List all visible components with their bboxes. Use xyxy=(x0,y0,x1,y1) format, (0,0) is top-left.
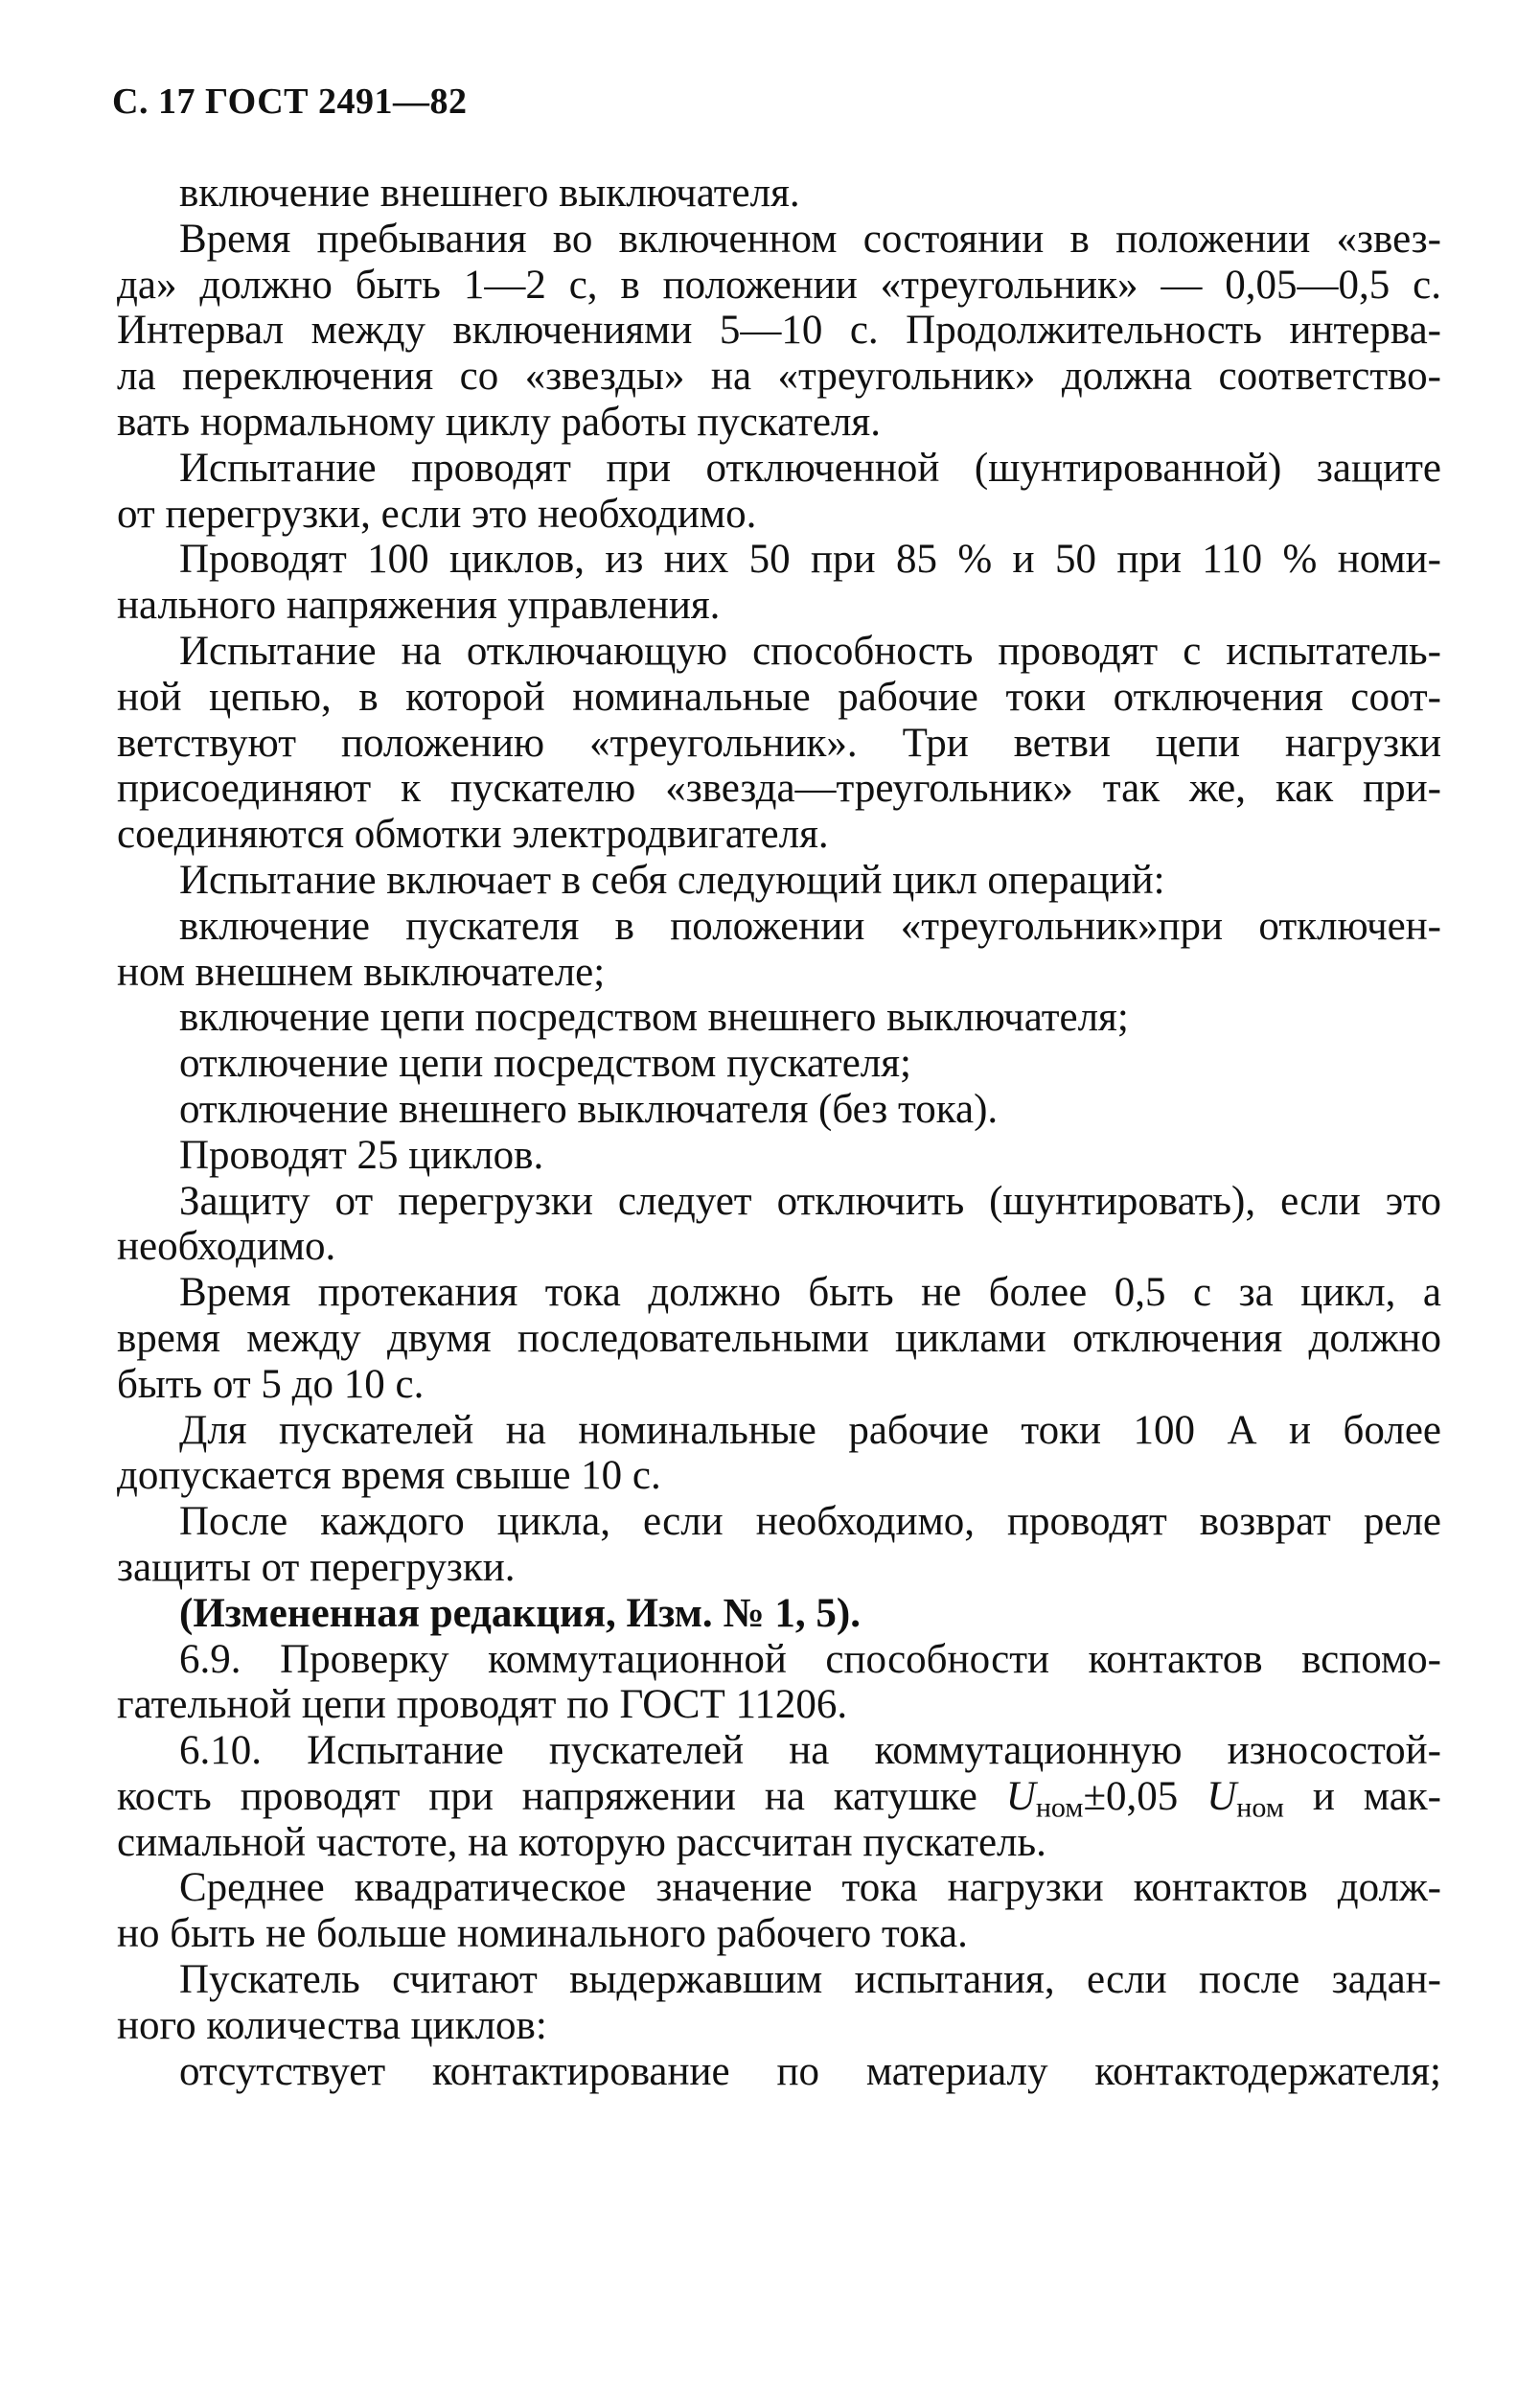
text-segment: ±0,05 xyxy=(1083,1773,1207,1819)
amendment-note: (Измененная редакция, Изм. № 1, 5). xyxy=(179,1590,861,1636)
text-line: Время пребывания во включенном состоянии в положении «звез- xyxy=(179,216,1441,262)
text-line: Время протекания тока должно быть не более 0,5 с за цикл, а xyxy=(179,1270,1441,1316)
text-line: соединяются обмотки электродвигателя. xyxy=(117,812,829,858)
text-line: от перегрузки, если это необходимо. xyxy=(117,491,757,537)
text-line: необходимо. xyxy=(117,1224,336,1270)
text-line: Пускатель считают выдержавшим испытания, если после задан- xyxy=(179,1957,1441,2003)
text-line: допускается время свыше 10 с. xyxy=(117,1453,661,1499)
text-line: вать нормальному циклу работы пускателя. xyxy=(117,399,881,445)
text-line: Проводят 25 циклов. xyxy=(179,1132,544,1178)
text-line: После каждого цикла, если необходимо, проводят возврат реле xyxy=(179,1499,1441,1545)
text-line: Испытание на отключающую способность проводят с испытатель- xyxy=(179,628,1441,674)
text-line: включение внешнего выключателя. xyxy=(179,171,800,216)
text-line: Испытание проводят при отключенной (шунтированной) защите xyxy=(179,445,1441,491)
text-line: 6.9. Проверку коммутационной способности контактов вспомо- xyxy=(179,1636,1441,1682)
voltage-symbol: U xyxy=(1207,1773,1237,1819)
text-line: симальной частоте, на которую рассчитан пускатель. xyxy=(117,1819,1046,1865)
text-line: гательной цепи проводят по ГОСТ 11206. xyxy=(117,1682,848,1728)
subscript-nom: ном xyxy=(1236,1790,1284,1824)
subscript-nom: ном xyxy=(1035,1790,1084,1824)
text-line: защиты от перегрузки. xyxy=(117,1544,516,1590)
text-line: да» должно быть 1—2 с, в положении «треугольник» — 0,05—0,5 с. xyxy=(117,262,1441,308)
text-line: Проводят 100 циклов, из них 50 при 85 % и 50 при 110 % номи- xyxy=(179,537,1441,583)
text-line: Среднее квадратическое значение тока нагрузки контактов долж- xyxy=(179,1865,1441,1911)
text-segment: кость проводят при напряжении на катушке xyxy=(117,1773,1006,1819)
text-line: быть от 5 до 10 с. xyxy=(117,1361,425,1407)
page-header: С. 17 ГОСТ 2491—82 xyxy=(112,81,468,122)
text-line: Интервал между включениями 5—10 с. Продолжительность интерва- xyxy=(117,308,1441,354)
text-line: включение цепи посредством внешнего выключателя; xyxy=(179,995,1129,1041)
text-line: ной цепью, в которой номинальные рабочие токи отключения соот- xyxy=(117,674,1441,720)
text-line: нального напряжения управления. xyxy=(117,583,721,629)
text-line: ветствуют положению «треугольник». Три ветви цепи нагрузки xyxy=(117,720,1441,766)
text-line: ла переключения со «звезды» на «треугольник» должна соответство- xyxy=(117,354,1441,400)
text-segment: и мак- xyxy=(1283,1773,1441,1819)
text-line: ном внешнем выключателе; xyxy=(117,949,606,995)
document-body xyxy=(117,171,1441,2094)
text-line: Испытание включает в себя следующий цикл операций: xyxy=(179,857,1165,903)
voltage-symbol: U xyxy=(1005,1773,1036,1819)
text-line: отключение внешнего выключателя (без тока). xyxy=(179,1086,999,1132)
text-line: Для пускателей на номинальные рабочие токи 100 А и более xyxy=(179,1407,1441,1453)
text-line: время между двумя последовательными циклами отключения должно xyxy=(117,1315,1441,1361)
text-line: присоединяют к пускателю «звезда—треугольник» так же, как при- xyxy=(117,766,1441,812)
text-line: отключение цепи посредством пускателя; xyxy=(179,1041,911,1087)
text-line: включение пускателя в положении «треугольник»при отключен- xyxy=(179,903,1441,949)
text-line: отсутствует контактирование по материалу контактодержателя; xyxy=(179,2048,1441,2094)
text-line: 6.10. Испытание пускателей на коммутационную износостой- xyxy=(179,1728,1441,1774)
text-line-formula xyxy=(117,1773,1441,1824)
text-line: Защиту от перегрузки следует отключить (шунтировать), если это xyxy=(179,1178,1441,1224)
text-line: ного количества циклов: xyxy=(117,2002,547,2048)
text-line: но быть не больше номинального рабочего тока. xyxy=(117,1911,968,1957)
